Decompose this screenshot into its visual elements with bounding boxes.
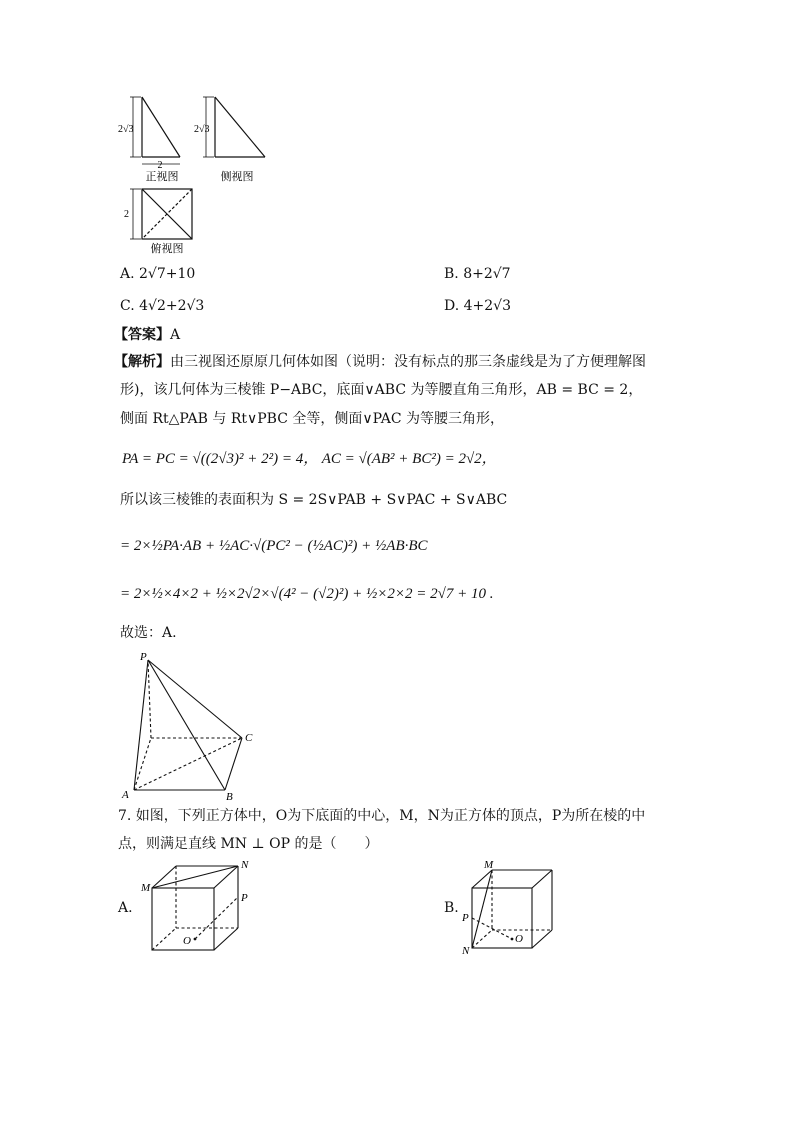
q7-option-a-label: A. xyxy=(118,900,133,916)
cube-a-label-p: P xyxy=(241,892,248,904)
option-c: C. 4√2+2√3 xyxy=(120,298,205,314)
label-b: B xyxy=(226,791,233,803)
analysis-line-3: 侧面 Rt△PAB 与 Rt∨PBC 全等，侧面∨PAC 为等腰三角形， xyxy=(120,411,505,427)
analysis-line-4: 所以该三棱锥的表面积为 S = 2S∨PAB + S∨PAC + S∨ABC xyxy=(120,492,508,508)
analysis-text-1: 由三视图还原原几何体如图（说明：没有标点的那三条虚线是为了方便理解图 xyxy=(170,354,646,370)
cube-a-label-o: O xyxy=(183,935,191,947)
label-a: A xyxy=(122,789,129,801)
top-view-caption: 俯视图 xyxy=(150,243,184,255)
cube-b-label-n: N xyxy=(462,945,470,957)
cube-figure-b xyxy=(460,858,560,958)
cube-figure-a xyxy=(140,858,255,958)
front-height-label: 2√3 xyxy=(118,124,134,135)
top-view xyxy=(130,189,192,239)
pyramid-figure xyxy=(118,648,268,803)
answer-label: 【答案】 xyxy=(114,327,170,343)
equation-area-formula: = 2×½PA·AB + ½AC·√(PC² − (½AC)²) + ½AB·BC xyxy=(120,538,428,554)
option-d: D. 4+2√3 xyxy=(444,298,511,314)
analysis-line-1 xyxy=(114,352,646,372)
cube-b-label-o: O xyxy=(515,933,523,945)
option-a: A. 2√7+10 xyxy=(120,266,196,282)
conclusion: 故选：A. xyxy=(120,625,177,641)
side-view xyxy=(203,97,265,157)
analysis-line-2: 形)，该几何体为三棱锥 P−ABC，底面∨ABC 为等腰直角三角形，AB = BC = 2， xyxy=(120,382,643,398)
label-c: C xyxy=(245,732,253,744)
side-view-caption: 侧视图 xyxy=(220,171,254,183)
front-view xyxy=(130,97,180,164)
q7-line-1: 7. 如图，下列正方体中，O为下底面的中心，M，N为正方体的顶点，P为所在棱的中 xyxy=(118,808,646,824)
equation-area-value: = 2×½×4×2 + ½×2√2×√(4² − (√2)²) + ½×2×2 = 2√7 + 10 . xyxy=(120,586,494,602)
front-view-caption: 正视图 xyxy=(145,171,179,183)
cube-a-label-n: N xyxy=(241,859,249,871)
top-side-label: 2 xyxy=(124,209,129,220)
three-views-figure xyxy=(112,92,277,257)
front-width-label: 2 xyxy=(157,160,163,171)
cube-a-label-m: M xyxy=(141,882,151,894)
q7-option-b-label: B. xyxy=(444,900,459,916)
cube-b-label-p: P xyxy=(462,912,469,924)
equation-pa-pc: PA = PC = √((2√3)² + 2²) = 4， AC = √(AB² + BC²) = 2√2， xyxy=(122,451,497,467)
label-p: P xyxy=(140,651,147,663)
answer-line xyxy=(114,325,180,345)
option-b: B. 8+2√7 xyxy=(444,266,511,282)
side-height-label: 2√3 xyxy=(194,124,210,135)
answer-value: A xyxy=(170,327,181,343)
q7-line-2: 点，则满足直线 MN ⊥ OP 的是（ ） xyxy=(118,836,379,852)
analysis-label: 【解析】 xyxy=(114,354,170,370)
cube-b-label-m: M xyxy=(484,859,494,871)
